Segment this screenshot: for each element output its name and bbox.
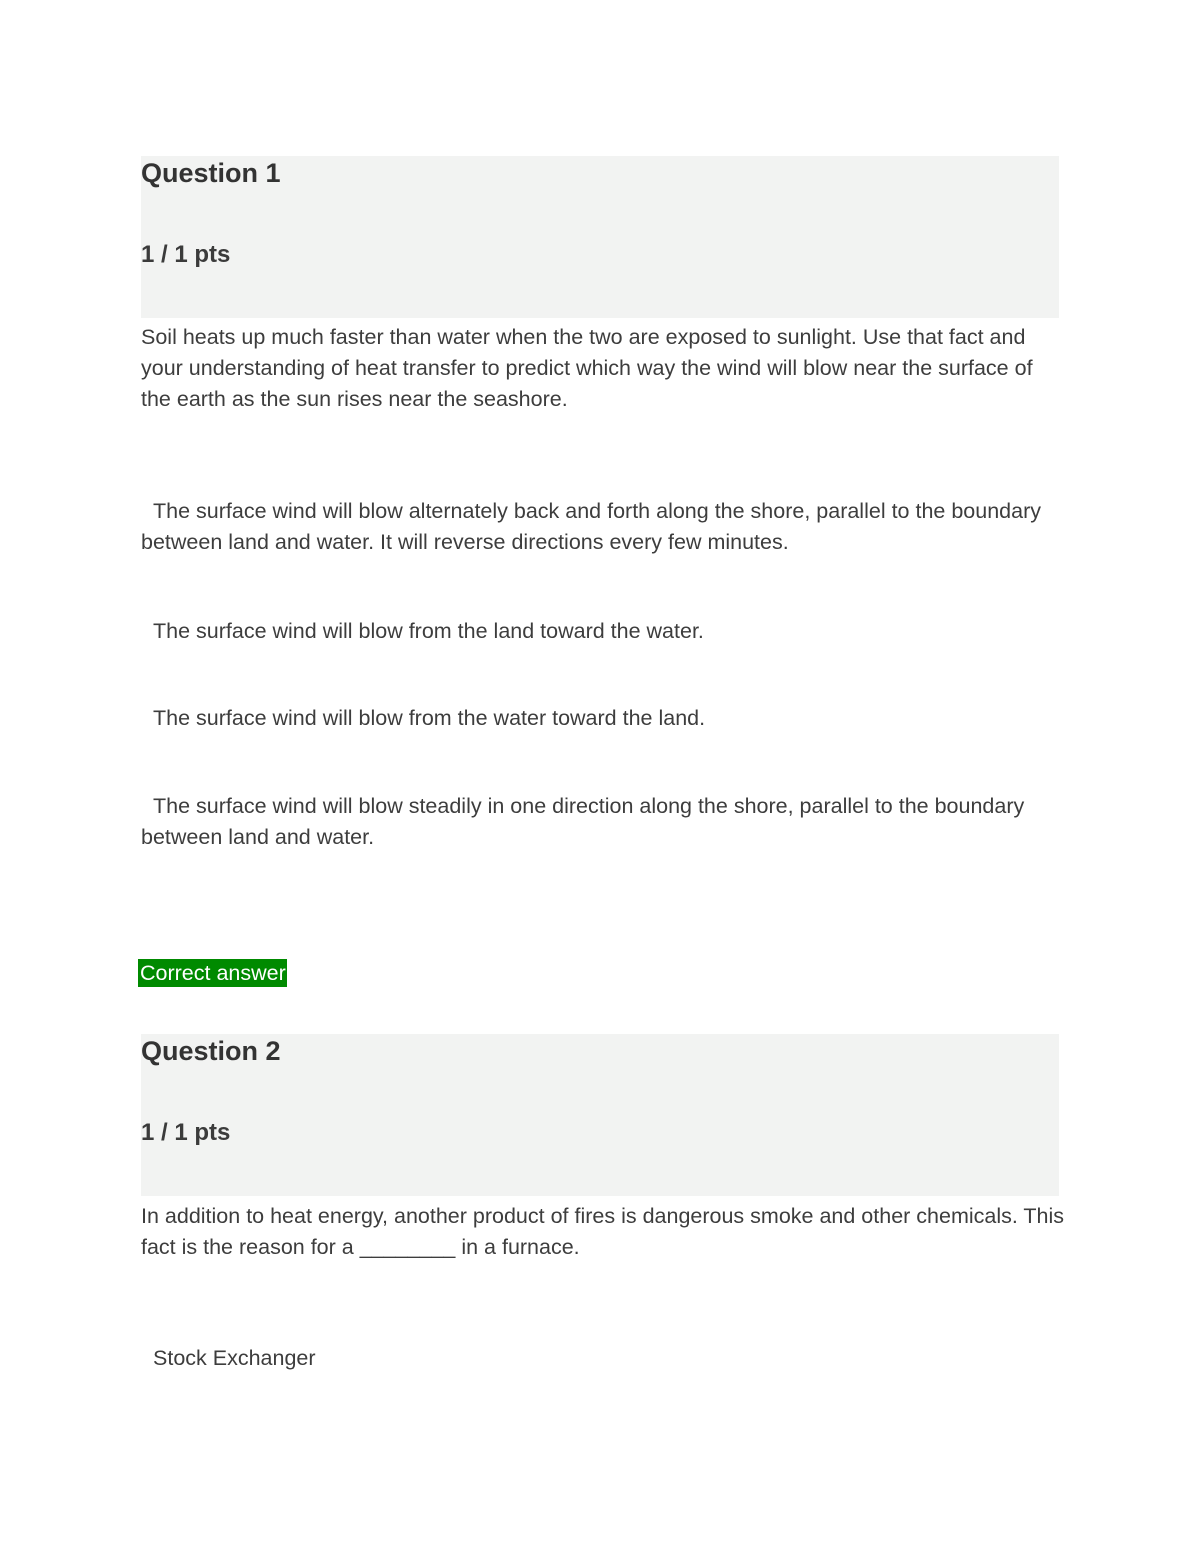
answer-text: The surface wind will blow alternately back and forth along the shore, parallel to the boundary between land and water. It will reverse directions every few minutes.	[141, 499, 1041, 554]
question-2-points: 1 / 1 pts	[141, 1119, 231, 1146]
answer-text: The surface wind will blow steadily in one direction along the shore, parallel to the boundary between land and water.	[141, 794, 1025, 849]
question-1-points: 1 / 1 pts	[141, 241, 231, 268]
question-1-title: Question 1	[141, 158, 281, 188]
question-1-answer-2[interactable]	[141, 616, 1066, 647]
question-1-answer-1[interactable]	[141, 496, 1066, 558]
question-2-title: Question 2	[141, 1036, 281, 1066]
correct-answer-badge: Correct answer	[140, 961, 286, 985]
question-1-prompt: Soil heats up much faster than water when the two are exposed to sunlight. Use that fact and your understanding of heat transfer to predict which way the wind will blow near the surface of the earth as the sun rises near the seashore.	[141, 325, 1033, 411]
question-1-answer-4[interactable]	[141, 791, 1066, 853]
answer-text: Stock Exchanger	[153, 1346, 316, 1370]
question-2-prompt: In addition to heat energy, another product of fires is dangerous smoke and other chemicals. This fact is the reason for a ________ in a furnace.	[141, 1204, 1065, 1259]
answer-text: The surface wind will blow from the water toward the land.	[153, 706, 706, 730]
answer-text: The surface wind will blow from the land toward the water.	[153, 619, 704, 643]
question-1-answer-3[interactable]	[141, 703, 1066, 734]
question-2-answer-1[interactable]	[141, 1343, 1066, 1374]
